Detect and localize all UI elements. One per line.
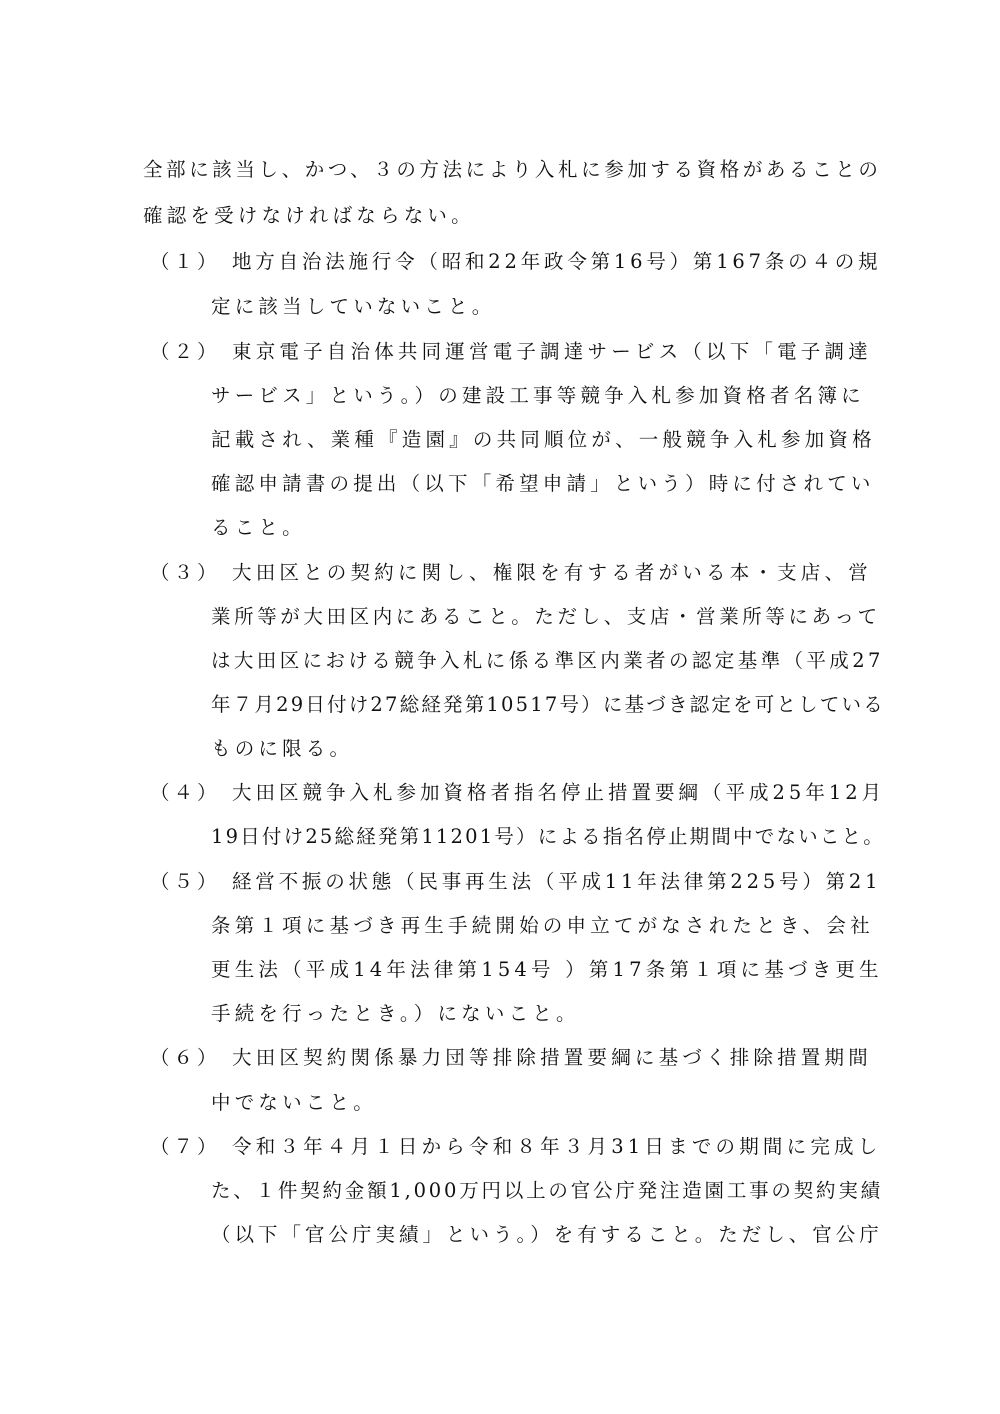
- item-2-line-2: サービス」という。）の建設工事等競争入札参加資格者名簿に: [211, 384, 865, 407]
- item-3-number: （３）: [150, 561, 221, 584]
- item-3-line-5: ものに限る。: [211, 737, 354, 760]
- item-7-line-1: 令和３年４月１日から令和８年３月31日までの期間に完成し: [232, 1135, 882, 1158]
- item-2-line-3: 記載され、業種『造園』の共同順位が、一般競争入札参加資格: [211, 428, 876, 451]
- item-2-line-1: 東京電子自治体共同運営電子調達サービス（以下「電子調達: [232, 340, 872, 363]
- item-4-line-1: 大田区競争入札参加資格者指名停止措置要綱（平成25年12月: [232, 781, 886, 804]
- item-3-line-4: 年７月29日付け27総経発第10517号）に基づき認定を可としている: [211, 693, 885, 716]
- item-5-line-2: 条第１項に基づき再生手続開始の申立てがなされたとき、会社: [211, 914, 874, 937]
- item-3-line-1: 大田区との契約に関し、権限を有する者がいる本・支店、営: [232, 561, 872, 584]
- item-1-number: （１）: [150, 250, 221, 273]
- item-1-line-2: 定に該当していないこと。: [211, 295, 496, 318]
- item-6-line-2: 中でないこと。: [211, 1091, 377, 1114]
- item-6-number: （６）: [150, 1046, 221, 1069]
- item-6-line-1: 大田区契約関係暴力団等排除措置要綱に基づく排除措置期間: [232, 1046, 872, 1069]
- item-5-line-4: 手続を行ったとき。）にないこと。: [211, 1002, 580, 1025]
- item-2-number: （２）: [150, 340, 221, 363]
- item-5-number: （５）: [150, 870, 221, 893]
- item-2-line-4: 確認申請書の提出（以下「希望申請」という）時に付されてい: [211, 472, 875, 495]
- intro-line-1: 全部に該当し、かつ、３の方法により入札に参加する資格があることの: [143, 158, 882, 181]
- item-5-line-1: 経営不振の状態（民事再生法（平成11年法律第225号）第21: [232, 870, 882, 893]
- item-5-line-3: 更生法（平成14年法律第154号 ）第17条第１項に基づき更生: [211, 958, 883, 981]
- item-4-number: （４）: [150, 781, 221, 804]
- item-7-line-3: （以下「官公庁実績」という。）を有すること。ただし、官公庁: [211, 1223, 883, 1246]
- intro-line-2: 確認を受けなければならない。: [143, 204, 475, 227]
- item-1-line-1: 地方自治法施行令（昭和22年政令第16号）第167条の４の規: [232, 250, 882, 273]
- item-3-line-2: 業所等が大田区内にあること。ただし、支店・営業所等にあって: [211, 605, 881, 628]
- item-3-line-3: は大田区における競争入札に係る準区内業者の認定基準（平成27: [211, 649, 884, 672]
- item-7-line-2: た、１件契約金額1,000万円以上の官公庁発注造園工事の契約実績: [211, 1179, 883, 1202]
- item-2-line-5: ること。: [211, 516, 306, 539]
- item-4-line-2: 19日付け25総経発第11201号）による指名停止期間中でないこと。: [211, 825, 885, 848]
- item-7-number: （７）: [150, 1135, 221, 1158]
